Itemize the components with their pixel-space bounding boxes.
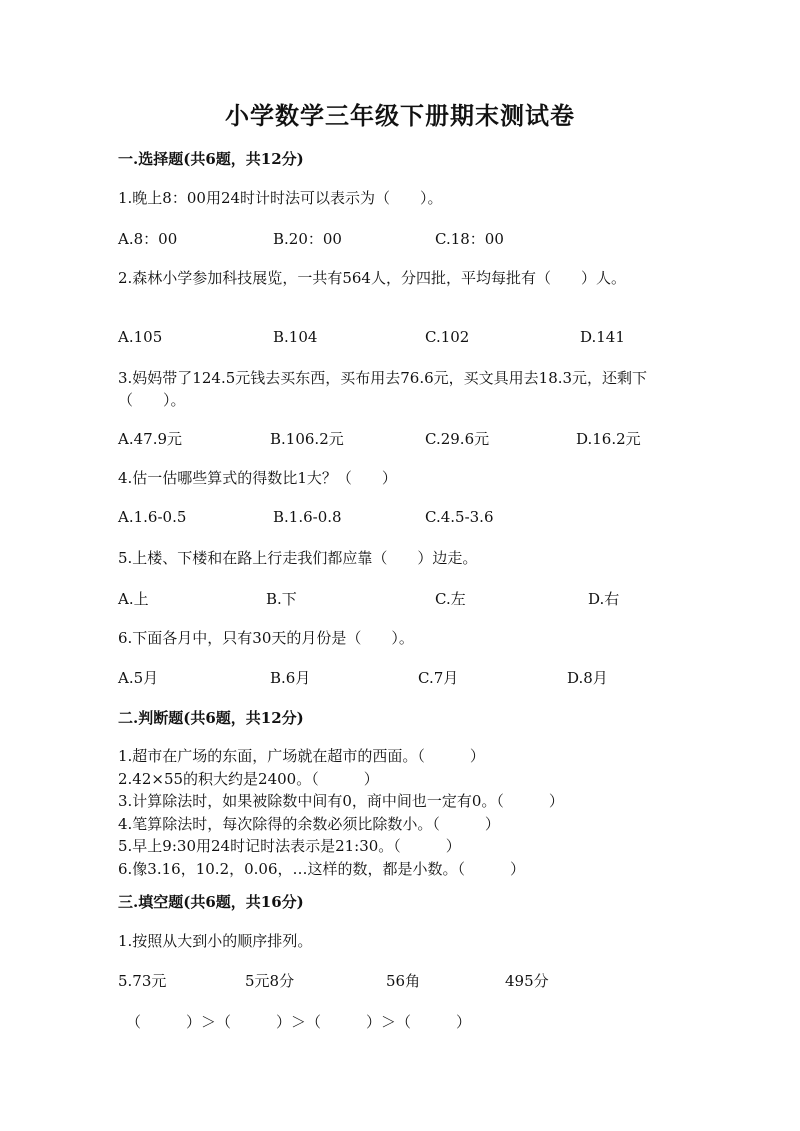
option: B.104 bbox=[273, 328, 318, 346]
option: C.18：00 bbox=[435, 230, 504, 248]
option: A.47.9元 bbox=[118, 430, 182, 448]
option: B.6月 bbox=[270, 669, 311, 687]
section-judge-heading: 二.判断题(共6题，共12分) bbox=[118, 709, 304, 727]
choice-question-2: 2.森林小学参加科技展览，一共有564人，分四批，平均每批有（ ）人。 bbox=[118, 269, 626, 287]
option: B.下 bbox=[266, 590, 297, 608]
option: A.105 bbox=[118, 328, 163, 346]
fill-item: 5元8分 bbox=[245, 972, 295, 990]
fill-item: 56角 bbox=[386, 972, 421, 990]
judge-item: 2.42×55的积大约是2400。（ ） bbox=[118, 769, 379, 788]
judge-item: 4.笔算除法时，每次除得的余数必须比除数小。（ ） bbox=[118, 814, 500, 833]
section-choice-heading: 一.选择题(共6题，共12分) bbox=[118, 150, 304, 168]
judge-item: 6.像3.16，10.2，0.06，…这样的数，都是小数。（ ） bbox=[118, 859, 526, 878]
choice-question-3: 3.妈妈带了124.5元钱去买东西，买布用去76.6元，买文具用去18.3元，还剩下（ ）。 bbox=[118, 369, 648, 409]
choice-question-6: 6.下面各月中，只有30天的月份是（ ）。 bbox=[118, 629, 414, 647]
option: B.106.2元 bbox=[270, 430, 344, 448]
answer-blank-line: （ ）＞（ ）＞（ ）＞（ ） bbox=[126, 1013, 472, 1031]
fill-question-1: 1.按照从大到小的顺序排列。 bbox=[118, 932, 313, 950]
option: A.上 bbox=[118, 590, 149, 608]
fill-item: 5.73元 bbox=[118, 972, 167, 990]
option: A.8：00 bbox=[118, 230, 178, 248]
judge-item: 3.计算除法时，如果被除数中间有0，商中间也一定有0。（ ） bbox=[118, 792, 564, 811]
option: B.20：00 bbox=[273, 230, 342, 248]
judge-list bbox=[118, 745, 564, 881]
option: D.16.2元 bbox=[576, 430, 641, 448]
page-title: 小学数学三年级下册期末测试卷 bbox=[225, 101, 575, 130]
choice-question-1: 1.晚上8：00用24时计时法可以表示为（ ）。 bbox=[118, 189, 443, 207]
choice-question-4: 4.估一估哪些算式的得数比1大？（ ） bbox=[118, 469, 397, 487]
fill-item: 495分 bbox=[505, 972, 549, 990]
option: C.7月 bbox=[418, 669, 459, 687]
option: C.102 bbox=[425, 328, 470, 346]
option: C.29.6元 bbox=[425, 430, 490, 448]
option: C.左 bbox=[435, 590, 466, 608]
section-fill-heading: 三.填空题(共6题，共16分) bbox=[118, 893, 304, 911]
option: D.8月 bbox=[567, 669, 608, 687]
option: B.1.6-0.8 bbox=[273, 508, 342, 526]
option: A.1.6-0.5 bbox=[118, 508, 187, 526]
judge-item: 1.超市在广场的东面，广场就在超市的西面。（ ） bbox=[118, 747, 485, 765]
option: A.5月 bbox=[118, 669, 159, 687]
option: C.4.5-3.6 bbox=[425, 508, 494, 526]
judge-item: 5.早上9:30用24时记时法表示是21:30。（ ） bbox=[118, 837, 461, 856]
option: D.右 bbox=[588, 590, 620, 608]
option: D.141 bbox=[580, 328, 625, 346]
choice-question-5: 5.上楼、下楼和在路上行走我们都应靠（ ）边走。 bbox=[118, 549, 478, 567]
